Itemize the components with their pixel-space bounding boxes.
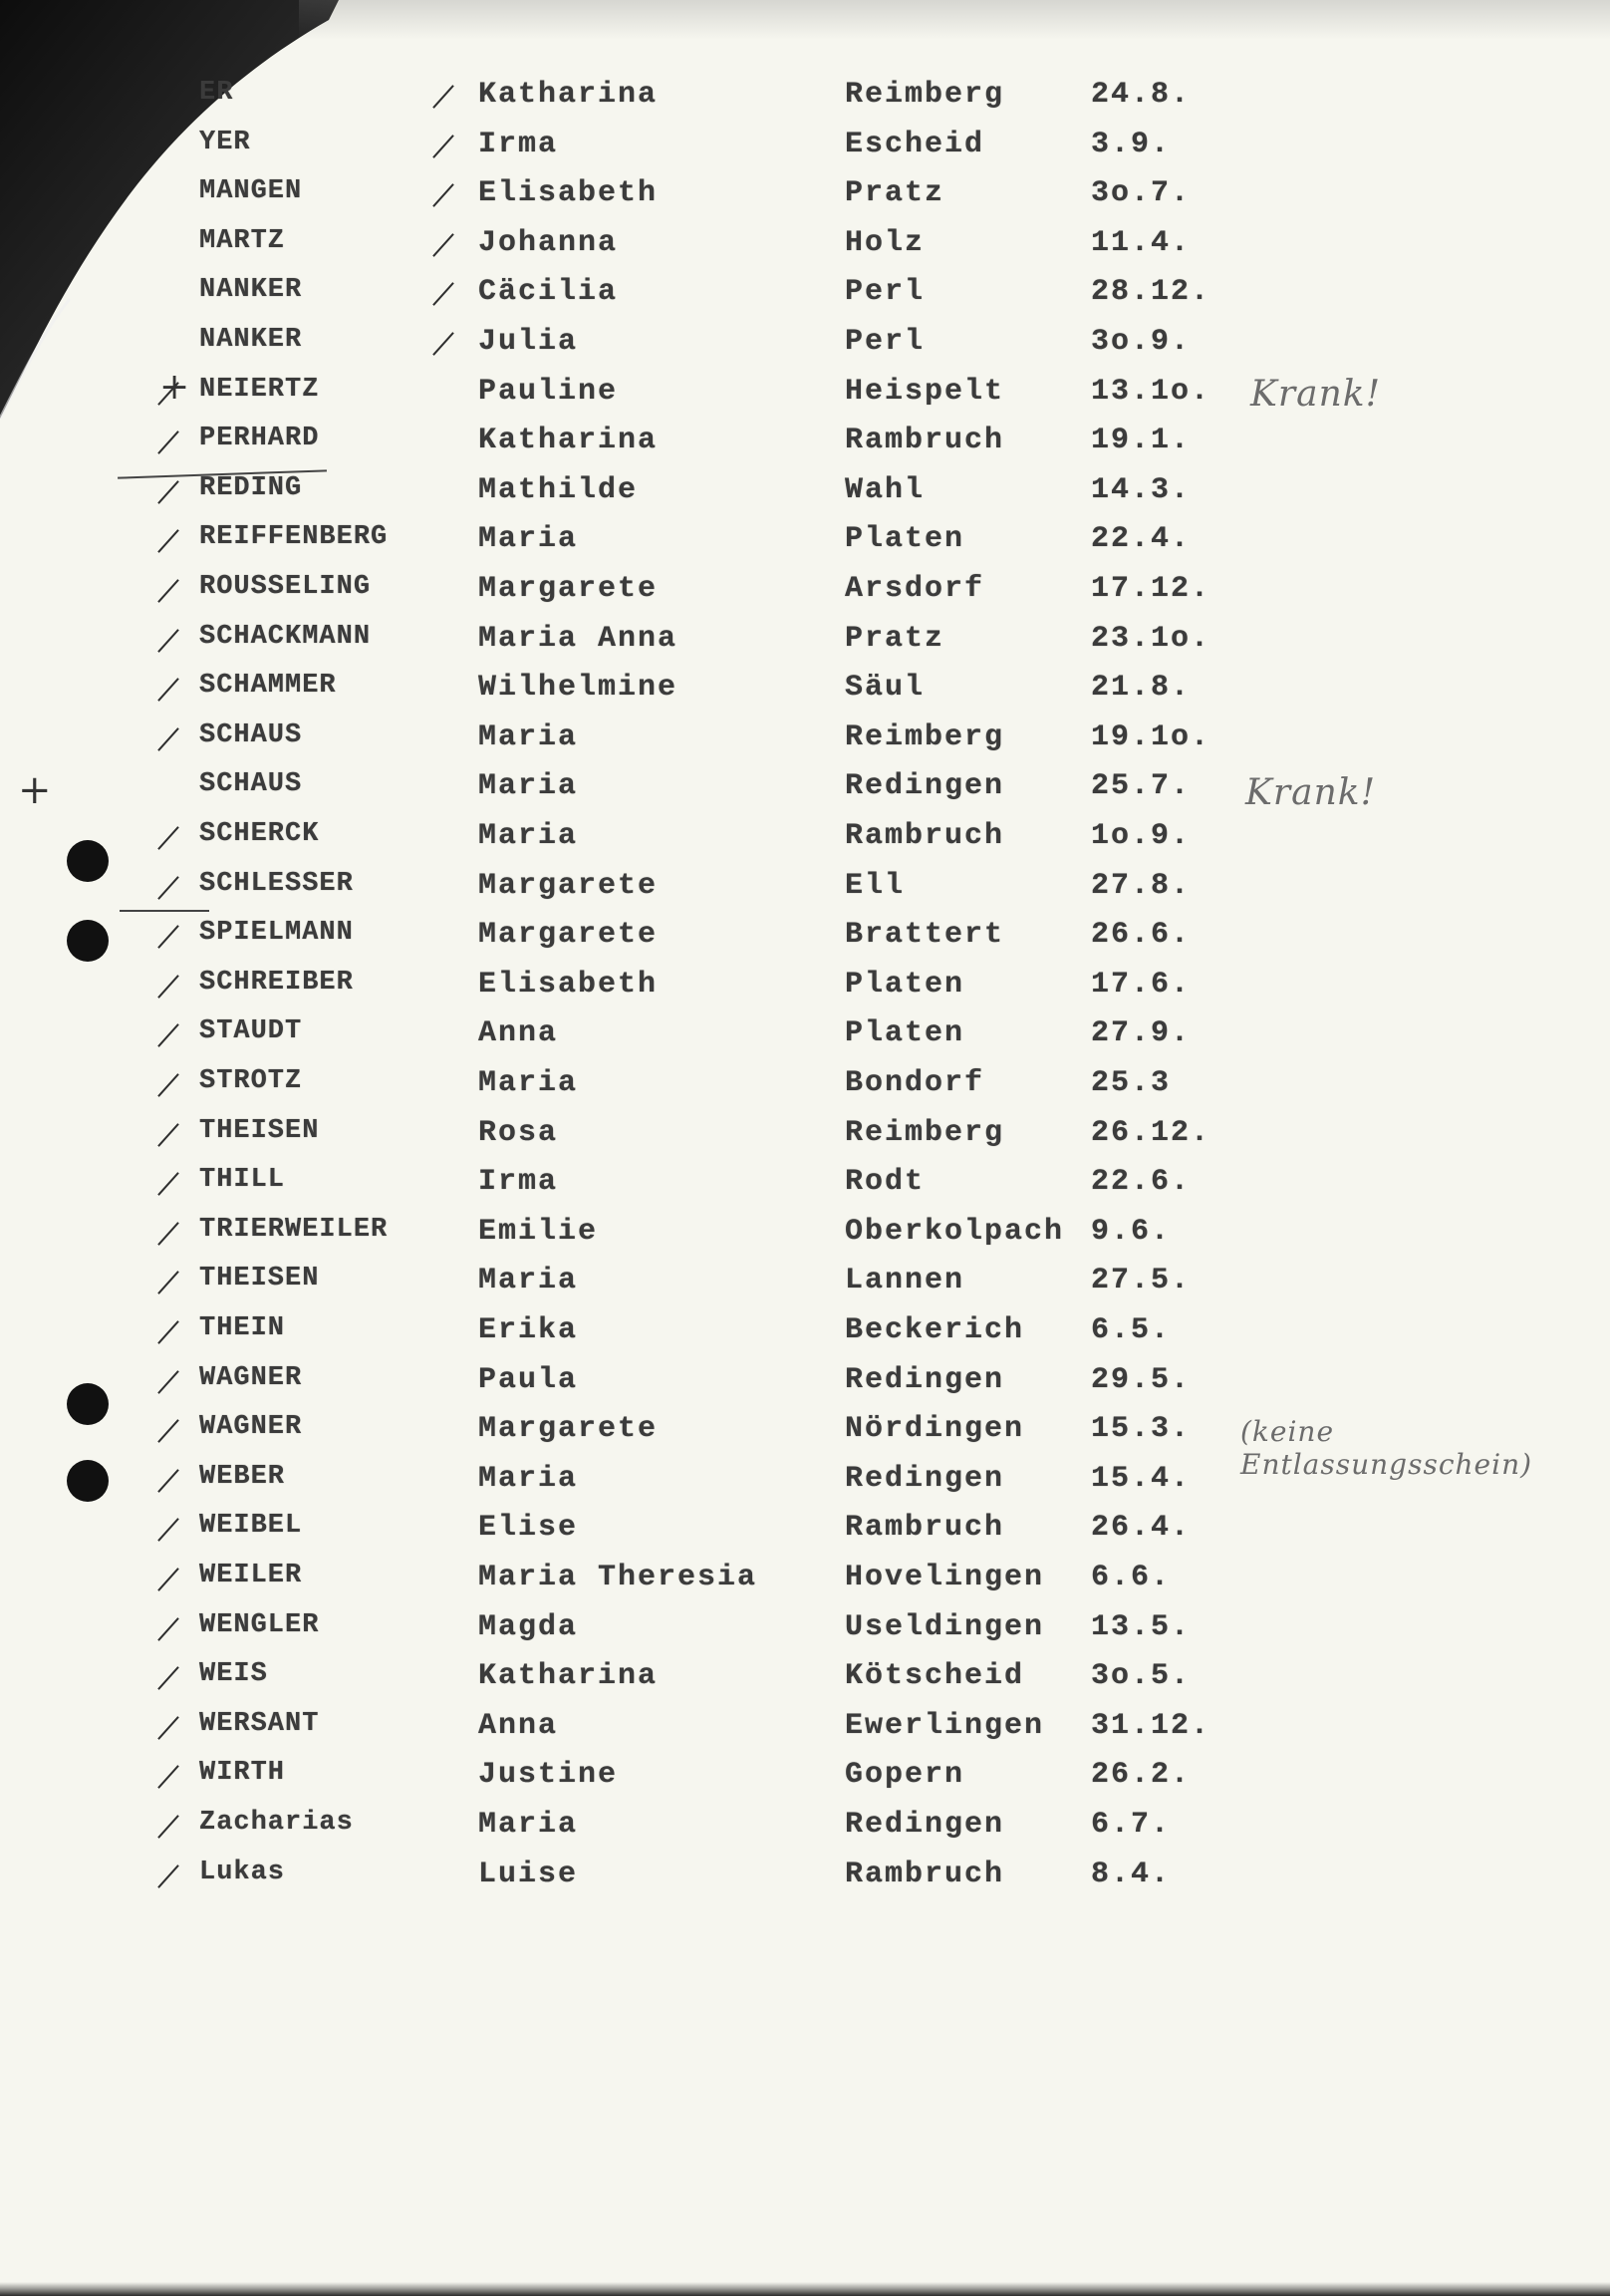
first-name-cell: Paula xyxy=(478,1363,579,1397)
birth-date-cell: 6.7. xyxy=(1091,1808,1172,1842)
place-cell: Hovelingen xyxy=(845,1561,1045,1594)
place-cell: Pratz xyxy=(845,622,945,656)
pencil-underline xyxy=(120,910,209,912)
place-cell: Nördingen xyxy=(845,1412,1025,1446)
surname-cell: WERSANT xyxy=(199,1709,320,1739)
check-tick-mark xyxy=(157,1172,179,1196)
birth-date-cell: 22.4. xyxy=(1091,522,1192,556)
birth-date-cell: 9.6. xyxy=(1091,1215,1172,1249)
check-tick-mark xyxy=(157,1469,179,1493)
place-cell: Kötscheid xyxy=(845,1659,1025,1693)
check-tick-mark xyxy=(157,629,179,653)
surname-cell: REDING xyxy=(199,473,303,503)
first-name-cell: Margarete xyxy=(478,1412,659,1446)
birth-date-cell: 19.1o. xyxy=(1091,720,1211,754)
punch-hole xyxy=(67,840,109,882)
first-name-cell: Elisabeth xyxy=(478,176,659,210)
place-cell: Beckerich xyxy=(845,1313,1025,1347)
punch-hole xyxy=(67,1460,109,1502)
list-row xyxy=(0,1264,1610,1313)
birth-date-cell: 1o.9. xyxy=(1091,819,1192,853)
first-name-cell: Elisabeth xyxy=(478,968,659,1002)
surname-cell: THEISEN xyxy=(199,1264,320,1293)
first-name-cell: Maria xyxy=(478,522,579,556)
first-name-cell: Julia xyxy=(478,325,579,359)
list-row xyxy=(0,226,1610,276)
birth-date-cell: 26.2. xyxy=(1091,1758,1192,1792)
list-row xyxy=(0,424,1610,473)
check-tick-mark xyxy=(157,1023,179,1047)
check-tick-mark xyxy=(157,1419,179,1443)
surname-cell: SCHLESSER xyxy=(199,869,354,899)
list-row xyxy=(0,1659,1610,1709)
check-tick-mark xyxy=(157,1765,179,1789)
list-row xyxy=(0,1511,1610,1561)
place-cell: Pratz xyxy=(845,176,945,210)
surname-cell: THILL xyxy=(199,1165,286,1195)
birth-date-cell: 25.7. xyxy=(1091,769,1192,803)
surname-cell: NANKER xyxy=(199,275,303,305)
place-cell: Redingen xyxy=(845,1808,1005,1842)
list-row xyxy=(0,869,1610,919)
place-cell: Rodt xyxy=(845,1165,926,1199)
surname-cell: TRIERWEILER xyxy=(199,1215,389,1245)
first-name-cell: Maria Theresia xyxy=(478,1561,758,1594)
place-cell: Rambruch xyxy=(845,1858,1005,1891)
place-cell: Ell xyxy=(845,869,906,903)
first-name-cell: Anna xyxy=(478,1709,559,1743)
first-name-cell: Elise xyxy=(478,1511,579,1545)
first-name-cell: Pauline xyxy=(478,375,619,409)
list-row xyxy=(0,1116,1610,1166)
check-tick-mark xyxy=(157,1815,179,1839)
first-name-cell: Maria xyxy=(478,819,579,853)
row-cross-mark: + xyxy=(159,367,190,408)
surname-cell: SCHAUS xyxy=(199,769,303,799)
list-row xyxy=(0,622,1610,672)
check-tick-mark xyxy=(157,1666,179,1690)
handwritten-note-krank: Krank! xyxy=(1250,374,1382,415)
place-cell: Perl xyxy=(845,275,926,309)
birth-date-cell: 31.12. xyxy=(1091,1709,1211,1743)
first-name-cell: Cäcilia xyxy=(478,275,619,309)
birth-date-cell: 17.12. xyxy=(1091,572,1211,606)
birth-date-cell: 8.4. xyxy=(1091,1858,1172,1891)
place-cell: Reimberg xyxy=(845,720,1005,754)
place-cell: Ewerlingen xyxy=(845,1709,1045,1743)
place-cell: Perl xyxy=(845,325,926,359)
list-row xyxy=(0,1709,1610,1759)
place-cell: Brattert xyxy=(845,918,1005,952)
place-cell: Useldingen xyxy=(845,1610,1045,1644)
place-cell: Rambruch xyxy=(845,819,1005,853)
surname-cell: STAUDT xyxy=(199,1016,303,1046)
surname-cell: WENGLER xyxy=(199,1610,320,1640)
first-name-cell: Johanna xyxy=(478,226,619,260)
list-row xyxy=(0,128,1610,177)
birth-date-cell: 26.6. xyxy=(1091,918,1192,952)
place-cell: Heispelt xyxy=(845,375,1005,409)
place-cell: Gopern xyxy=(845,1758,965,1792)
list-row xyxy=(0,176,1610,226)
surname-cell: MANGEN xyxy=(199,176,303,206)
birth-date-cell: 3o.9. xyxy=(1091,325,1192,359)
surname-cell: THEIN xyxy=(199,1313,286,1343)
list-row xyxy=(0,572,1610,622)
check-tick-mark xyxy=(157,1518,179,1542)
list-row xyxy=(0,720,1610,770)
place-cell: Redingen xyxy=(845,1462,1005,1496)
birth-date-cell: 3o.5. xyxy=(1091,1659,1192,1693)
birth-date-cell: 23.1o. xyxy=(1091,622,1211,656)
birth-date-cell: 22.6. xyxy=(1091,1165,1192,1199)
list-row xyxy=(0,78,1610,128)
first-name-cell: Maria xyxy=(478,720,579,754)
surname-cell: SCHREIBER xyxy=(199,968,354,998)
punch-hole xyxy=(67,1383,109,1425)
surname-cell: SPIELMANN xyxy=(199,918,354,948)
surname-cell: Lukas xyxy=(199,1858,286,1887)
list-row xyxy=(0,1758,1610,1808)
surname-cell: WAGNER xyxy=(199,1412,303,1442)
list-row xyxy=(0,1610,1610,1660)
place-cell: Lannen xyxy=(845,1264,965,1297)
list-row xyxy=(0,671,1610,720)
check-tick-mark xyxy=(157,727,179,751)
place-cell: Bondorf xyxy=(845,1066,985,1100)
check-tick-mark xyxy=(157,1123,179,1147)
birth-date-cell: 27.5. xyxy=(1091,1264,1192,1297)
first-name-cell: Maria xyxy=(478,1264,579,1297)
birth-date-cell: 21.8. xyxy=(1091,671,1192,705)
birth-date-cell: 24.8. xyxy=(1091,78,1192,112)
check-tick-mark xyxy=(157,1370,179,1394)
list-row xyxy=(0,1215,1610,1265)
check-tick-mark xyxy=(157,1271,179,1294)
first-name-cell: Katharina xyxy=(478,1659,659,1693)
birth-date-cell: 13.1o. xyxy=(1091,375,1211,409)
surname-cell: ER xyxy=(199,78,234,108)
first-name-cell: Margarete xyxy=(478,572,659,606)
surname-cell: SCHERCK xyxy=(199,819,320,849)
check-tick-mark xyxy=(157,1568,179,1591)
list-row xyxy=(0,1016,1610,1066)
place-cell: Oberkolpach xyxy=(845,1215,1065,1249)
check-tick-mark xyxy=(157,1320,179,1344)
first-name-cell: Luise xyxy=(478,1858,579,1891)
list-row xyxy=(0,918,1610,968)
birth-date-cell: 26.12. xyxy=(1091,1116,1211,1150)
place-cell: Escheid xyxy=(845,128,985,161)
list-row xyxy=(0,325,1610,375)
check-tick-mark xyxy=(157,826,179,850)
check-tick-mark xyxy=(432,183,454,207)
margin-cross-mark: + xyxy=(18,767,52,813)
first-name-cell: Margarete xyxy=(478,918,659,952)
surname-cell: SCHAMMER xyxy=(199,671,337,701)
place-cell: Platen xyxy=(845,1016,965,1050)
list-row xyxy=(0,1858,1610,1907)
place-cell: Wahl xyxy=(845,473,926,507)
birth-date-cell: 27.9. xyxy=(1091,1016,1192,1050)
surname-cell: STROTZ xyxy=(199,1066,303,1096)
first-name-cell: Maria xyxy=(478,1066,579,1100)
surname-cell: WEILER xyxy=(199,1561,303,1590)
check-tick-mark xyxy=(157,579,179,603)
place-cell: Rambruch xyxy=(845,1511,1005,1545)
birth-date-cell: 15.4. xyxy=(1091,1462,1192,1496)
birth-date-cell: 27.8. xyxy=(1091,869,1192,903)
check-tick-mark xyxy=(157,1865,179,1888)
first-name-cell: Maria xyxy=(478,1462,579,1496)
first-name-cell: Katharina xyxy=(478,424,659,457)
top-edge-grain xyxy=(299,0,1610,40)
check-tick-mark xyxy=(157,1617,179,1641)
first-name-cell: Irma xyxy=(478,1165,559,1199)
check-tick-mark xyxy=(432,85,454,109)
birth-date-cell: 25.3 xyxy=(1091,1066,1172,1100)
surname-cell: Zacharias xyxy=(199,1808,354,1838)
first-name-cell: Maria xyxy=(478,769,579,803)
list-row xyxy=(0,1066,1610,1116)
list-row xyxy=(0,275,1610,325)
birth-date-cell: 29.5. xyxy=(1091,1363,1192,1397)
list-row xyxy=(0,1808,1610,1858)
place-cell: Reimberg xyxy=(845,78,1005,112)
check-tick-mark xyxy=(157,1222,179,1246)
check-tick-mark xyxy=(157,975,179,999)
list-row xyxy=(0,1313,1610,1363)
list-row xyxy=(0,968,1610,1017)
birth-date-cell: 19.1. xyxy=(1091,424,1192,457)
handwritten-note: (keine Entlassungsschein) xyxy=(1240,1415,1533,1481)
list-row xyxy=(0,473,1610,523)
place-cell: Platen xyxy=(845,968,965,1002)
surname-cell: THEISEN xyxy=(199,1116,320,1146)
bottom-edge-shadow xyxy=(0,2282,1610,2296)
first-name-cell: Rosa xyxy=(478,1116,559,1150)
handwritten-note-krank: Krank! xyxy=(1245,772,1377,813)
first-name-cell: Maria Anna xyxy=(478,622,678,656)
place-cell: Säul xyxy=(845,671,926,705)
place-cell: Platen xyxy=(845,522,965,556)
surname-cell: PERHARD xyxy=(199,424,320,453)
first-name-cell: Emilie xyxy=(478,1215,599,1249)
check-tick-mark xyxy=(157,876,179,900)
first-name-cell: Mathilde xyxy=(478,473,639,507)
birth-date-cell: 17.6. xyxy=(1091,968,1192,1002)
check-tick-mark xyxy=(157,1073,179,1097)
surname-cell: WIRTH xyxy=(199,1758,286,1788)
birth-date-cell: 11.4. xyxy=(1091,226,1192,260)
birth-date-cell: 14.3. xyxy=(1091,473,1192,507)
first-name-cell: Katharina xyxy=(478,78,659,112)
list-row xyxy=(0,1165,1610,1215)
list-row xyxy=(0,1363,1610,1413)
first-name-cell: Maria xyxy=(478,1808,579,1842)
surname-cell: SCHAUS xyxy=(199,720,303,750)
surname-cell: REIFFENBERG xyxy=(199,522,389,552)
birth-date-cell: 3.9. xyxy=(1091,128,1172,161)
birth-date-cell: 28.12. xyxy=(1091,275,1211,309)
first-name-cell: Magda xyxy=(478,1610,579,1644)
surname-cell: WEIS xyxy=(199,1659,268,1689)
check-tick-mark xyxy=(432,332,454,356)
birth-date-cell: 6.6. xyxy=(1091,1561,1172,1594)
surname-cell: YER xyxy=(199,128,251,157)
first-name-cell: Irma xyxy=(478,128,559,161)
first-name-cell: Erika xyxy=(478,1313,579,1347)
surname-cell: ROUSSELING xyxy=(199,572,372,602)
punch-hole xyxy=(67,920,109,962)
birth-date-cell: 13.5. xyxy=(1091,1610,1192,1644)
check-tick-mark xyxy=(157,430,179,454)
birth-date-cell: 15.3. xyxy=(1091,1412,1192,1446)
first-name-cell: Anna xyxy=(478,1016,559,1050)
surname-cell: NANKER xyxy=(199,325,303,355)
first-name-cell: Wilhelmine xyxy=(478,671,678,705)
check-tick-mark xyxy=(432,282,454,306)
check-tick-mark xyxy=(157,1716,179,1740)
place-cell: Redingen xyxy=(845,1363,1005,1397)
place-cell: Arsdorf xyxy=(845,572,985,606)
place-cell: Redingen xyxy=(845,769,1005,803)
list-row xyxy=(0,522,1610,572)
surname-cell: WEIBEL xyxy=(199,1511,303,1541)
surname-cell: SCHACKMANN xyxy=(199,622,372,652)
first-name-cell: Justine xyxy=(478,1758,619,1792)
birth-date-cell: 3o.7. xyxy=(1091,176,1192,210)
birth-date-cell: 26.4. xyxy=(1091,1511,1192,1545)
check-tick-mark xyxy=(157,925,179,949)
place-cell: Holz xyxy=(845,226,926,260)
surname-cell: NEIERTZ xyxy=(199,375,320,405)
place-cell: Reimberg xyxy=(845,1116,1005,1150)
place-cell: Rambruch xyxy=(845,424,1005,457)
list-row xyxy=(0,1561,1610,1610)
check-tick-mark xyxy=(432,135,454,158)
surname-cell: WAGNER xyxy=(199,1363,303,1393)
check-tick-mark xyxy=(157,678,179,702)
birth-date-cell: 6.5. xyxy=(1091,1313,1172,1347)
surname-cell: WEBER xyxy=(199,1462,286,1492)
surname-cell: MARTZ xyxy=(199,226,286,256)
check-tick-mark xyxy=(432,233,454,257)
check-tick-mark xyxy=(157,529,179,553)
list-row xyxy=(0,819,1610,869)
check-tick-mark xyxy=(157,480,179,504)
first-name-cell: Margarete xyxy=(478,869,659,903)
